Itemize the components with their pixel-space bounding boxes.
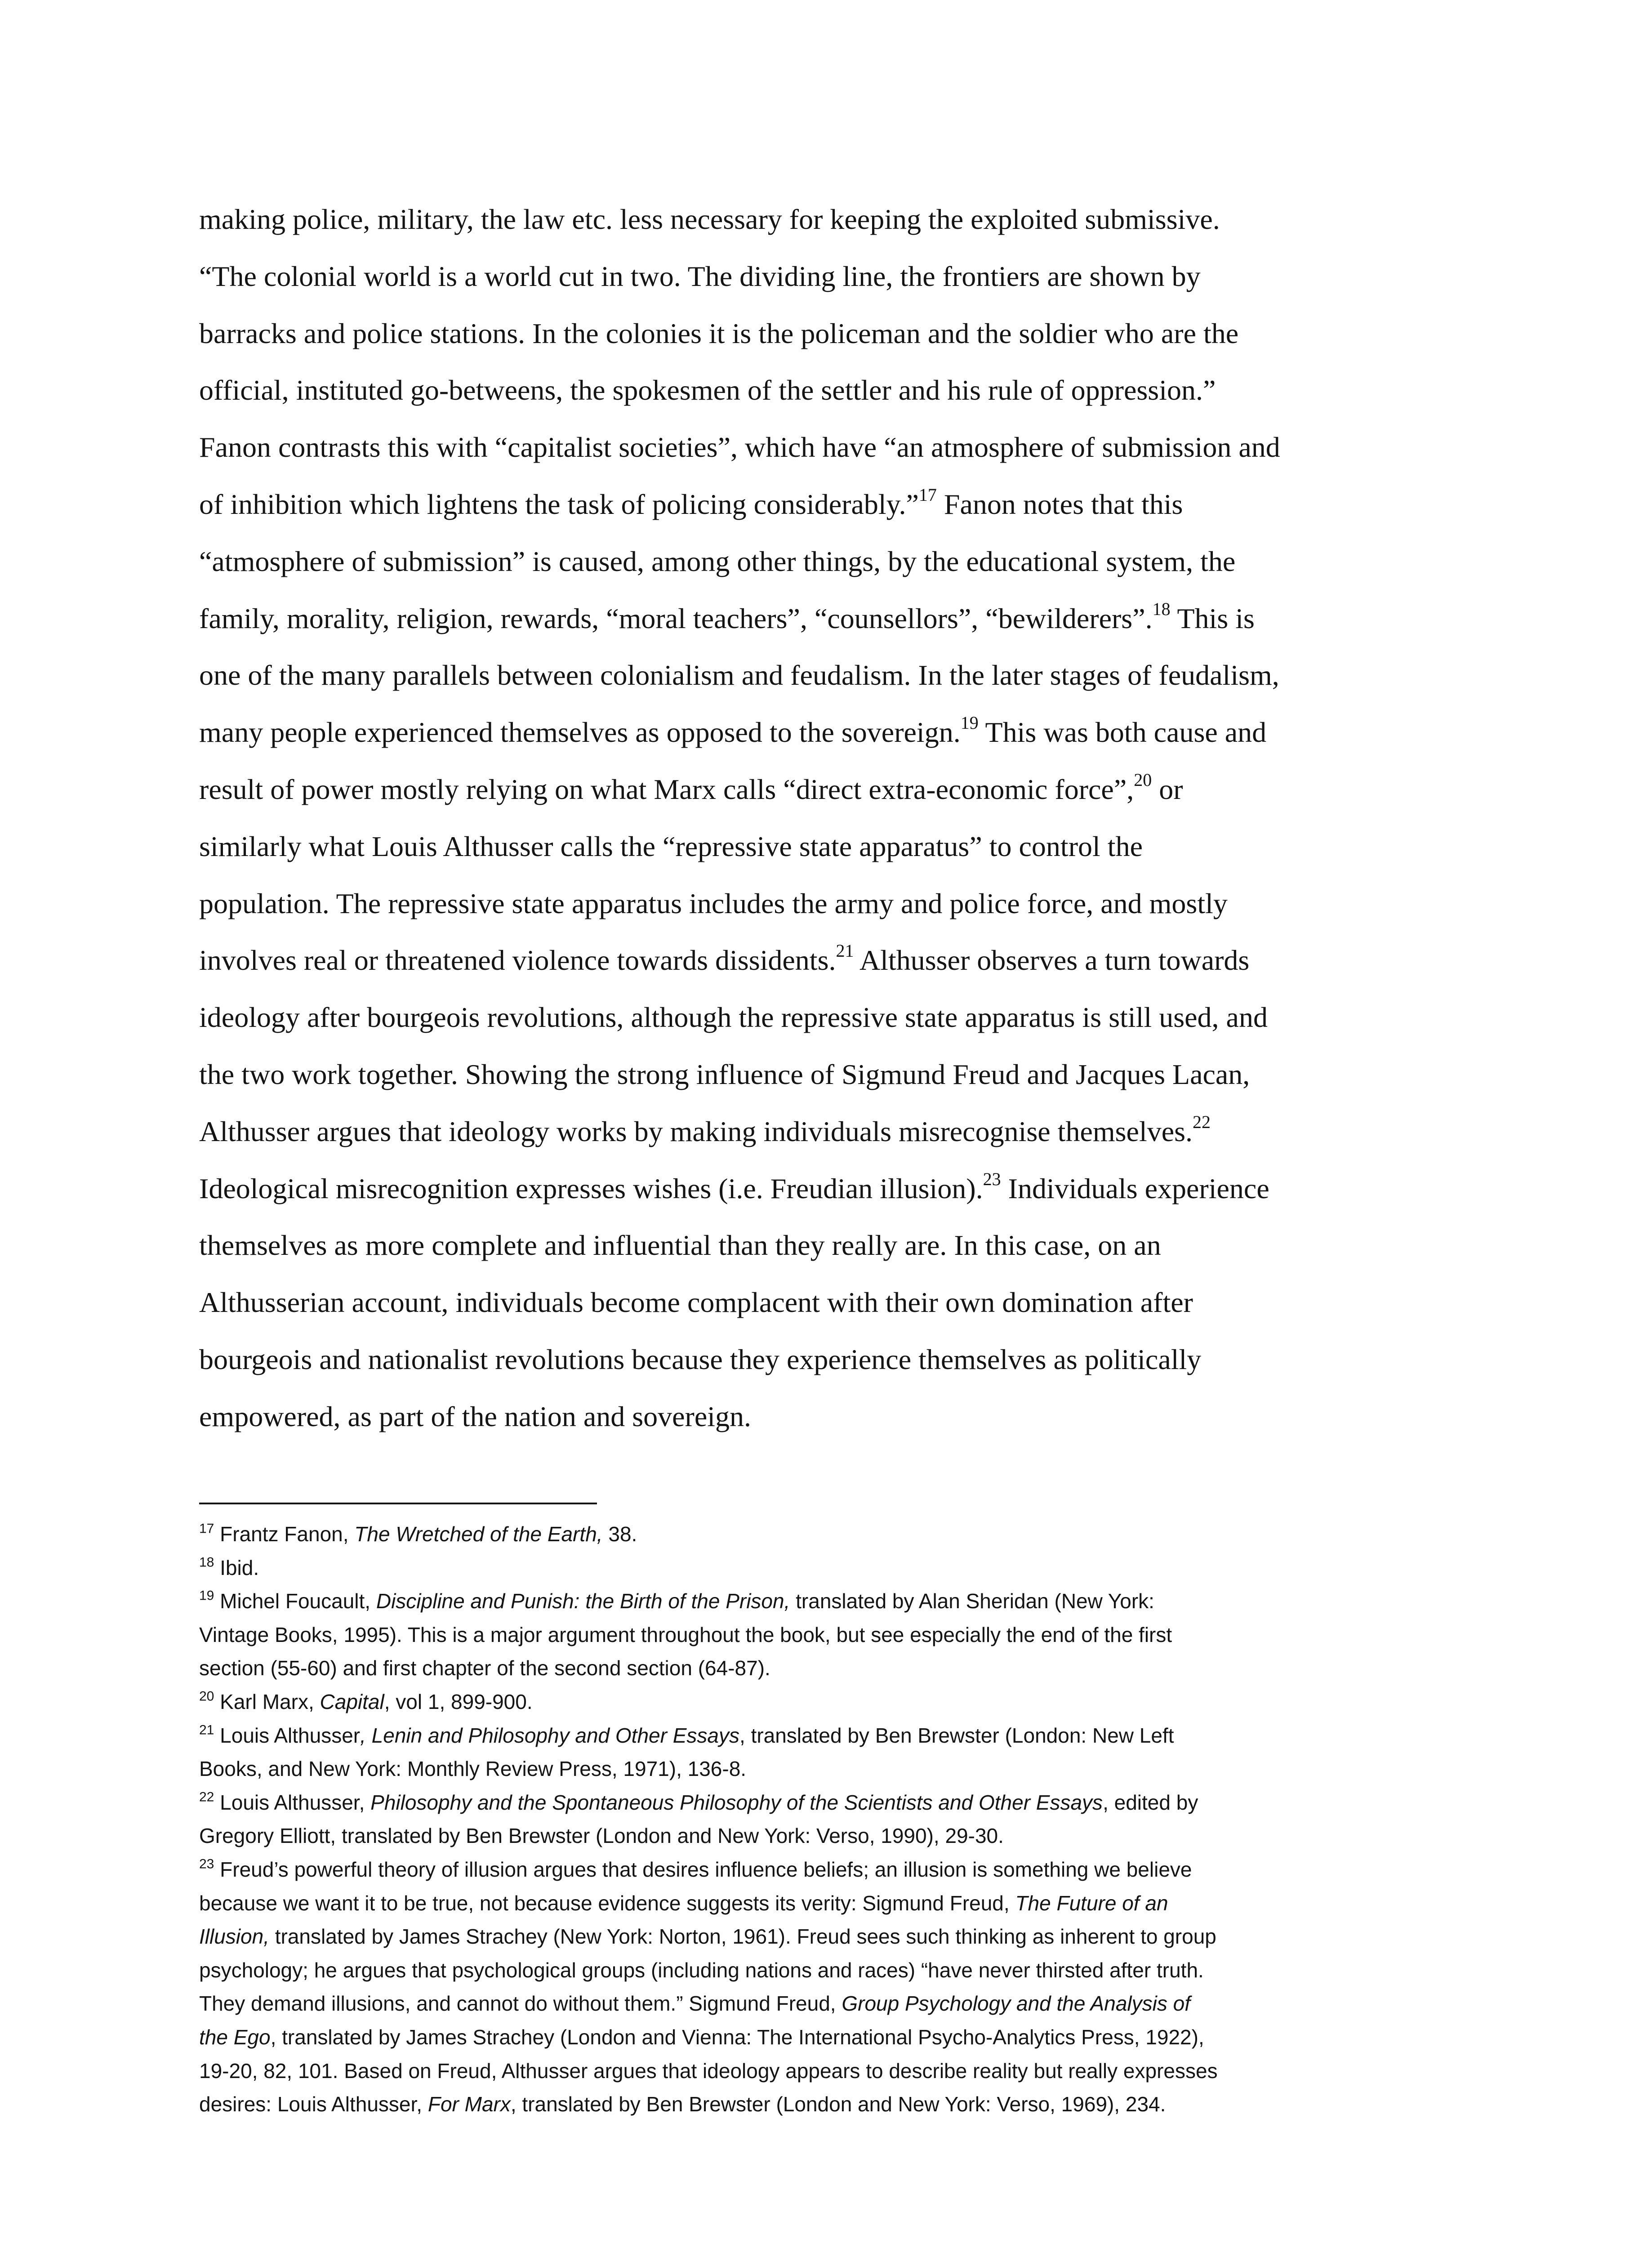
body-line: one of the many parallels between colonialism and feudalism. In the later stages of feudalism, bbox=[199, 659, 1279, 691]
footnote-number: 18 bbox=[199, 1555, 214, 1570]
footnote-text: translated by James Strachey (New York: Norton, 1961). Freud sees such thinking as inherent to group bbox=[269, 1925, 1216, 1949]
footnote-title: The Wretched of the Earth, bbox=[354, 1522, 603, 1546]
footnote-text: psychology; he argues that psychological groups (including nations and races) “have never thirsted after truth. bbox=[199, 1958, 1204, 1982]
body-line: barracks and police stations. In the colonies it is the policeman and the soldier who are the bbox=[199, 317, 1239, 349]
footnote-reference: 23 bbox=[983, 1169, 1001, 1189]
body-text-segment: Althusser observes a turn towards bbox=[854, 944, 1250, 977]
body-text-segment: Ideological misrecognition expresses wishes (i.e. Freudian illusion). bbox=[199, 1172, 983, 1204]
footnote-text: , vol 1, 899-900. bbox=[384, 1690, 533, 1713]
footnote-line bbox=[199, 1786, 1485, 1820]
footnotes bbox=[199, 1517, 1485, 2121]
footnote-text: because we want it to be true, not because evidence suggests its verity: Sigmund Freud, bbox=[199, 1891, 1015, 1915]
footnote-text: Louis Althusser bbox=[214, 1723, 361, 1747]
body-line bbox=[199, 1103, 1458, 1160]
footnote-text: Freud’s powerful theory of illusion argues that desires influence beliefs; an illusion is something we believe bbox=[214, 1857, 1192, 1881]
footnote-text: 38. bbox=[602, 1522, 637, 1546]
body-line: official, instituted go-betweens, the spokesmen of the settler and his rule of oppression.” bbox=[199, 374, 1216, 406]
footnote-text: Ibid. bbox=[214, 1556, 259, 1579]
footnote-title: Group Psychology and the Analysis of bbox=[842, 1992, 1190, 2016]
body-text-segment: Althusser argues that ideology works by making individuals misrecognise themselves. bbox=[199, 1115, 1193, 1147]
footnote-text: Frantz Fanon, bbox=[214, 1522, 355, 1546]
body-text-segment: many people experienced themselves as opposed to the sovereign. bbox=[199, 716, 961, 749]
footnote-text: Vintage Books, 1995). This is a major argument throughout the book, but see especially the end of the first bbox=[199, 1623, 1172, 1646]
body-text-segment: result of power mostly relying on what Marx calls “direct extra-economic force”, bbox=[199, 773, 1134, 805]
footnote-text: desires: Louis Althusser, bbox=[199, 2092, 428, 2116]
body-line bbox=[199, 704, 1458, 761]
footnote-line bbox=[199, 1819, 1485, 1853]
footnote-text: , translated by Ben Brewster (London and New York: Verso, 1969), 234. bbox=[510, 2092, 1166, 2116]
body-text bbox=[199, 191, 1458, 1445]
body-line: “atmosphere of submission” is caused, among other things, by the educational system, the bbox=[199, 545, 1236, 577]
footnote-line bbox=[199, 1719, 1485, 1753]
footnote-text: Michel Foucault, bbox=[214, 1589, 376, 1613]
footnote-line bbox=[199, 1752, 1485, 1786]
footnote-line bbox=[199, 1987, 1485, 2021]
body-line: Althusserian account, individuals become complacent with their own domination after bbox=[199, 1286, 1193, 1319]
footnote-reference: 19 bbox=[960, 713, 979, 733]
footnote-text: section (55-60) and first chapter of the second section (64-87). bbox=[199, 1656, 770, 1680]
footnote-line bbox=[199, 1853, 1485, 1887]
body-text-segment: Fanon notes that this bbox=[936, 488, 1183, 520]
body-line: population. The repressive state apparatus includes the army and police force, and mostly bbox=[199, 887, 1228, 919]
footnote-number: 22 bbox=[199, 1789, 214, 1805]
footnote-title: , Lenin and Philosophy and Other Essays bbox=[360, 1723, 739, 1747]
footnote-line bbox=[199, 1685, 1485, 1719]
body-line bbox=[199, 1160, 1458, 1218]
body-text-segment: This is bbox=[1170, 602, 1255, 634]
footnote-text: translated by Alan Sheridan (New York: bbox=[790, 1589, 1154, 1613]
body-line: Fanon contrasts this with “capitalist societies”, which have “an atmosphere of submission and bbox=[199, 431, 1280, 464]
footnote-number: 23 bbox=[199, 1856, 214, 1872]
footnote-title: the Ego bbox=[199, 2025, 271, 2049]
body-line: the two work together. Showing the strong influence of Sigmund Freud and Jacques Lacan, bbox=[199, 1058, 1250, 1090]
body-line bbox=[199, 476, 1458, 533]
body-text-segment: family, morality, religion, rewards, “moral teachers”, “counsellors”, “bewilderers”. bbox=[199, 602, 1153, 634]
footnote-title: For Marx bbox=[427, 2092, 511, 2116]
footnote-text: Karl Marx, bbox=[214, 1690, 320, 1713]
body-line: similarly what Louis Althusser calls the “repressive state apparatus” to control the bbox=[199, 830, 1143, 862]
footnote-text: , translated by James Strachey (London and Vienna: The International Psycho-Analytics Press, 1922), bbox=[270, 2025, 1204, 2049]
footnote-line bbox=[199, 1618, 1485, 1652]
footnote-text: , edited by bbox=[1103, 1790, 1198, 1814]
footnote-number: 19 bbox=[199, 1588, 214, 1603]
footnote-reference: 21 bbox=[836, 941, 854, 961]
footnote-line bbox=[199, 1551, 1485, 1585]
body-line bbox=[199, 590, 1458, 647]
footnote-line bbox=[199, 1584, 1485, 1618]
footnote-text: Louis Althusser, bbox=[214, 1790, 371, 1814]
body-line: ideology after bourgeois revolutions, although the repressive state apparatus is still used, and bbox=[199, 1001, 1268, 1034]
footnote-title: Discipline and Punish: the Birth of the Prison, bbox=[376, 1589, 790, 1613]
footnote-line bbox=[199, 2021, 1485, 2054]
body-line: bourgeois and nationalist revolutions because they experience themselves as politically bbox=[199, 1343, 1202, 1375]
footnote-title: Capital bbox=[320, 1690, 384, 1713]
body-text-segment: This was both cause and bbox=[978, 716, 1267, 749]
footnote-number: 20 bbox=[199, 1689, 214, 1704]
footnote-title: The Future of an bbox=[1015, 1891, 1168, 1915]
footnote-reference: 17 bbox=[918, 485, 937, 505]
footnote-line bbox=[199, 1920, 1485, 1954]
body-line: making police, military, the law etc. less necessary for keeping the exploited submissive. bbox=[199, 203, 1220, 235]
footnote-title: Philosophy and the Spontaneous Philosophy of the Scientists and Other Essays bbox=[370, 1790, 1103, 1814]
footnote-number: 17 bbox=[199, 1521, 214, 1536]
body-line bbox=[199, 761, 1458, 818]
body-text-segment: Individuals experience bbox=[1001, 1172, 1269, 1204]
body-text-segment: or bbox=[1152, 773, 1183, 805]
footnote-line bbox=[199, 1954, 1485, 1987]
footnote-title: Illusion, bbox=[199, 1925, 269, 1949]
body-line bbox=[199, 932, 1458, 989]
body-line: empowered, as part of the nation and sovereign. bbox=[199, 1400, 752, 1432]
footnote-text: Gregory Elliott, translated by Ben Brewster (London and New York: Verso, 1990), 29-30. bbox=[199, 1824, 1004, 1848]
footnote-text: They demand illusions, and cannot do without them.” Sigmund Freud, bbox=[199, 1992, 842, 2016]
footnote-number: 21 bbox=[199, 1722, 214, 1737]
footnote-line bbox=[199, 2087, 1485, 2121]
footnote-text: 19-20, 82, 101. Based on Freud, Althusser argues that ideology appears to describe reality but really expresses bbox=[199, 2059, 1218, 2083]
footnote-text: Books, and New York: Monthly Review Press, 1971), 136-8. bbox=[199, 1757, 747, 1781]
footnote-line bbox=[199, 1651, 1485, 1685]
footnote-line bbox=[199, 2054, 1485, 2088]
footnote-reference: 20 bbox=[1134, 770, 1152, 790]
body-line: “The colonial world is a world cut in two. The dividing line, the frontiers are shown by bbox=[199, 260, 1201, 292]
footnote-separator bbox=[199, 1503, 597, 1504]
body-line: themselves as more complete and influential than they really are. In this case, on an bbox=[199, 1229, 1161, 1262]
body-text-segment: of inhibition which lightens the task of policing considerably.” bbox=[199, 488, 919, 520]
footnote-line bbox=[199, 1887, 1485, 1920]
body-text-segment: involves real or threatened violence towards dissidents. bbox=[199, 944, 836, 977]
footnote-line bbox=[199, 1517, 1485, 1551]
footnote-text: , translated by Ben Brewster (London: New Left bbox=[739, 1723, 1174, 1747]
footnote-reference: 18 bbox=[1152, 598, 1171, 619]
footnote-reference: 22 bbox=[1193, 1111, 1211, 1132]
